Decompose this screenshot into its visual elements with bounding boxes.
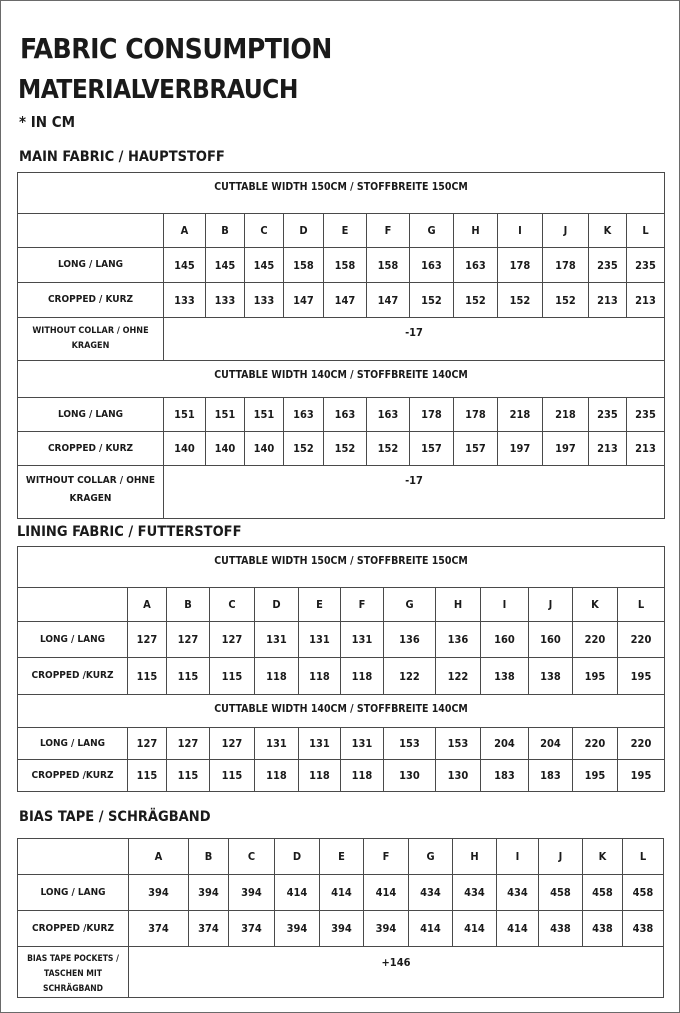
- value-cell: 115: [128, 760, 167, 792]
- value-cell: 204: [529, 728, 573, 760]
- value-cell: 118: [341, 658, 384, 695]
- size-header: E: [324, 214, 367, 248]
- size-header: H: [436, 588, 481, 622]
- value-cell: 131: [299, 622, 341, 658]
- size-header: B: [189, 839, 229, 875]
- value-cell: 458: [623, 875, 664, 911]
- value-cell: 151: [206, 398, 245, 432]
- value-cell: 131: [255, 622, 299, 658]
- size-header: G: [409, 839, 453, 875]
- table-row: [18, 911, 664, 947]
- value-cell: 220: [573, 622, 618, 658]
- value-cell: 163: [410, 248, 454, 283]
- value-cell: 158: [324, 248, 367, 283]
- value-cell: 130: [436, 760, 481, 792]
- main-fabric-table: [17, 172, 665, 519]
- row-label: LONG / LANG: [18, 248, 164, 283]
- size-header: F: [341, 588, 384, 622]
- value-cell: 434: [409, 875, 453, 911]
- value-cell: 127: [128, 622, 167, 658]
- size-header: C: [245, 214, 284, 248]
- width-140-heading: CUTTABLE WIDTH 140CM / STOFFBREITE 140CM: [18, 695, 665, 728]
- value-cell: 414: [497, 911, 539, 947]
- corner-cell: [18, 214, 164, 248]
- value-cell: 147: [284, 283, 324, 318]
- table-row: [18, 398, 665, 432]
- value-cell: 195: [618, 760, 665, 792]
- value-cell: 458: [539, 875, 583, 911]
- value-cell: 145: [206, 248, 245, 283]
- table-row: [18, 283, 665, 318]
- size-header: K: [589, 214, 627, 248]
- value-cell: 178: [498, 248, 543, 283]
- size-header: L: [623, 839, 664, 875]
- value-cell: 118: [299, 658, 341, 695]
- value-cell: 127: [128, 728, 167, 760]
- value-cell: 153: [384, 728, 436, 760]
- size-header-row: [18, 839, 664, 875]
- value-cell: 160: [529, 622, 573, 658]
- size-header: K: [573, 588, 618, 622]
- size-header: B: [167, 588, 210, 622]
- size-header: K: [583, 839, 623, 875]
- value-cell: 220: [618, 728, 665, 760]
- value-cell: 163: [324, 398, 367, 432]
- value-cell: 138: [529, 658, 573, 695]
- value-cell: 152: [410, 283, 454, 318]
- row-label: CROPPED /KURZ: [18, 911, 129, 947]
- collar-adjustment: -17: [164, 466, 665, 519]
- table-row: [18, 760, 665, 792]
- row-label: CROPPED /KURZ: [18, 760, 128, 792]
- value-cell: 131: [341, 622, 384, 658]
- value-cell: 152: [284, 432, 324, 466]
- bias-tape-title: BIAS TAPE / SCHRÄGBAND: [19, 809, 211, 825]
- size-header: J: [543, 214, 589, 248]
- size-header: D: [284, 214, 324, 248]
- row-label: WITHOUT COLLAR / OHNE KRAGEN: [18, 318, 164, 361]
- value-cell: 414: [409, 911, 453, 947]
- size-header-row: [18, 214, 665, 248]
- value-cell: 213: [589, 283, 627, 318]
- value-cell: 374: [189, 911, 229, 947]
- size-header: J: [529, 588, 573, 622]
- value-cell: 163: [454, 248, 498, 283]
- size-header: B: [206, 214, 245, 248]
- value-cell: 122: [384, 658, 436, 695]
- value-cell: 131: [341, 728, 384, 760]
- size-header: J: [539, 839, 583, 875]
- value-cell: 195: [618, 658, 665, 695]
- table-row: [18, 728, 665, 760]
- size-header: F: [364, 839, 409, 875]
- value-cell: 115: [167, 760, 210, 792]
- value-cell: 147: [367, 283, 410, 318]
- lining-fabric-table: [17, 546, 665, 792]
- value-cell: 414: [320, 875, 364, 911]
- document-title: FABRIC CONSUMPTION: [20, 32, 332, 65]
- value-cell: 138: [481, 658, 529, 695]
- value-cell: 204: [481, 728, 529, 760]
- value-cell: 197: [543, 432, 589, 466]
- value-cell: 131: [299, 728, 341, 760]
- size-header: H: [454, 214, 498, 248]
- value-cell: 438: [583, 911, 623, 947]
- value-cell: 197: [498, 432, 543, 466]
- value-cell: 152: [367, 432, 410, 466]
- value-cell: 394: [364, 911, 409, 947]
- value-cell: 151: [164, 398, 206, 432]
- value-cell: 414: [275, 875, 320, 911]
- document-subtitle: MATERIALVERBRAUCH: [18, 75, 298, 105]
- value-cell: 218: [498, 398, 543, 432]
- value-cell: 374: [229, 911, 275, 947]
- value-cell: 220: [618, 622, 665, 658]
- value-cell: 235: [627, 398, 665, 432]
- value-cell: 145: [245, 248, 284, 283]
- row-label: LONG / LANG: [18, 622, 128, 658]
- value-cell: 140: [245, 432, 284, 466]
- value-cell: 136: [384, 622, 436, 658]
- value-cell: 127: [167, 622, 210, 658]
- value-cell: 213: [589, 432, 627, 466]
- table-row: [18, 658, 665, 695]
- value-cell: 178: [410, 398, 454, 432]
- row-label: LONG / LANG: [18, 398, 164, 432]
- row-label: CROPPED / KURZ: [18, 432, 164, 466]
- size-header: L: [627, 214, 665, 248]
- table-row: [18, 248, 665, 283]
- size-header: I: [498, 214, 543, 248]
- value-cell: 115: [128, 658, 167, 695]
- value-cell: 133: [164, 283, 206, 318]
- value-cell: 160: [481, 622, 529, 658]
- size-header: C: [210, 588, 255, 622]
- collar-adjustment: -17: [164, 318, 665, 361]
- corner-cell: [18, 839, 129, 875]
- value-cell: 213: [627, 283, 665, 318]
- value-cell: 122: [436, 658, 481, 695]
- value-cell: 163: [284, 398, 324, 432]
- value-cell: 152: [498, 283, 543, 318]
- row-label: CROPPED / KURZ: [18, 283, 164, 318]
- size-header: A: [164, 214, 206, 248]
- value-cell: 438: [623, 911, 664, 947]
- row-label: LONG / LANG: [18, 728, 128, 760]
- value-cell: 118: [299, 760, 341, 792]
- value-cell: 178: [454, 398, 498, 432]
- value-cell: 127: [167, 728, 210, 760]
- width-150-heading: CUTTABLE WIDTH 150CM / STOFFBREITE 150CM: [18, 547, 665, 588]
- value-cell: 183: [481, 760, 529, 792]
- size-header: D: [275, 839, 320, 875]
- value-cell: 140: [164, 432, 206, 466]
- value-cell: 394: [229, 875, 275, 911]
- row-label: LONG / LANG: [18, 875, 129, 911]
- table-row: [18, 318, 665, 361]
- pockets-adjustment: +146: [129, 947, 664, 998]
- width-150-heading: CUTTABLE WIDTH 150CM / STOFFBREITE 150CM: [18, 173, 665, 214]
- value-cell: 438: [539, 911, 583, 947]
- value-cell: 218: [543, 398, 589, 432]
- width-140-heading: CUTTABLE WIDTH 140CM / STOFFBREITE 140CM: [18, 361, 665, 398]
- size-header: I: [497, 839, 539, 875]
- value-cell: 118: [255, 760, 299, 792]
- value-cell: 414: [453, 911, 497, 947]
- value-cell: 153: [436, 728, 481, 760]
- size-header: D: [255, 588, 299, 622]
- size-header: A: [129, 839, 189, 875]
- value-cell: 115: [210, 760, 255, 792]
- value-cell: 458: [583, 875, 623, 911]
- value-cell: 394: [189, 875, 229, 911]
- size-header: H: [453, 839, 497, 875]
- corner-cell: [18, 588, 128, 622]
- row-label: CROPPED /KURZ: [18, 658, 128, 695]
- value-cell: 394: [129, 875, 189, 911]
- value-cell: 130: [384, 760, 436, 792]
- value-cell: 118: [341, 760, 384, 792]
- size-header: E: [299, 588, 341, 622]
- value-cell: 394: [320, 911, 364, 947]
- value-cell: 158: [367, 248, 410, 283]
- value-cell: 414: [364, 875, 409, 911]
- value-cell: 152: [454, 283, 498, 318]
- value-cell: 374: [129, 911, 189, 947]
- size-header: I: [481, 588, 529, 622]
- value-cell: 147: [324, 283, 367, 318]
- value-cell: 235: [627, 248, 665, 283]
- value-cell: 178: [543, 248, 589, 283]
- value-cell: 434: [453, 875, 497, 911]
- table-row: [18, 432, 665, 466]
- size-header: L: [618, 588, 665, 622]
- value-cell: 195: [573, 658, 618, 695]
- value-cell: 183: [529, 760, 573, 792]
- table-row: [18, 466, 665, 519]
- bias-tape-table: [17, 838, 664, 998]
- value-cell: 136: [436, 622, 481, 658]
- size-header: A: [128, 588, 167, 622]
- size-header: G: [384, 588, 436, 622]
- value-cell: 115: [167, 658, 210, 695]
- value-cell: 434: [497, 875, 539, 911]
- value-cell: 118: [255, 658, 299, 695]
- row-label: WITHOUT COLLAR / OHNE KRAGEN: [18, 466, 164, 519]
- value-cell: 133: [206, 283, 245, 318]
- value-cell: 133: [245, 283, 284, 318]
- value-cell: 127: [210, 622, 255, 658]
- table-row: [18, 875, 664, 911]
- value-cell: 195: [573, 760, 618, 792]
- value-cell: 213: [627, 432, 665, 466]
- table-row: [18, 622, 665, 658]
- value-cell: 140: [206, 432, 245, 466]
- value-cell: 152: [324, 432, 367, 466]
- value-cell: 235: [589, 398, 627, 432]
- value-cell: 394: [275, 911, 320, 947]
- value-cell: 157: [410, 432, 454, 466]
- row-label: BIAS TAPE POCKETS / TASCHEN MIT SCHRÄGBAND: [18, 947, 129, 998]
- size-header: C: [229, 839, 275, 875]
- value-cell: 158: [284, 248, 324, 283]
- value-cell: 151: [245, 398, 284, 432]
- value-cell: 145: [164, 248, 206, 283]
- value-cell: 157: [454, 432, 498, 466]
- value-cell: 131: [255, 728, 299, 760]
- main-fabric-title: MAIN FABRIC / HAUPTSTOFF: [19, 149, 225, 165]
- unit-note: * IN CM: [19, 113, 76, 131]
- size-header-row: [18, 588, 665, 622]
- size-header: G: [410, 214, 454, 248]
- size-header: F: [367, 214, 410, 248]
- value-cell: 115: [210, 658, 255, 695]
- lining-fabric-title: LINING FABRIC / FUTTERSTOFF: [17, 524, 242, 540]
- value-cell: 220: [573, 728, 618, 760]
- table-row: [18, 947, 664, 998]
- value-cell: 152: [543, 283, 589, 318]
- value-cell: 163: [367, 398, 410, 432]
- value-cell: 127: [210, 728, 255, 760]
- size-header: E: [320, 839, 364, 875]
- value-cell: 235: [589, 248, 627, 283]
